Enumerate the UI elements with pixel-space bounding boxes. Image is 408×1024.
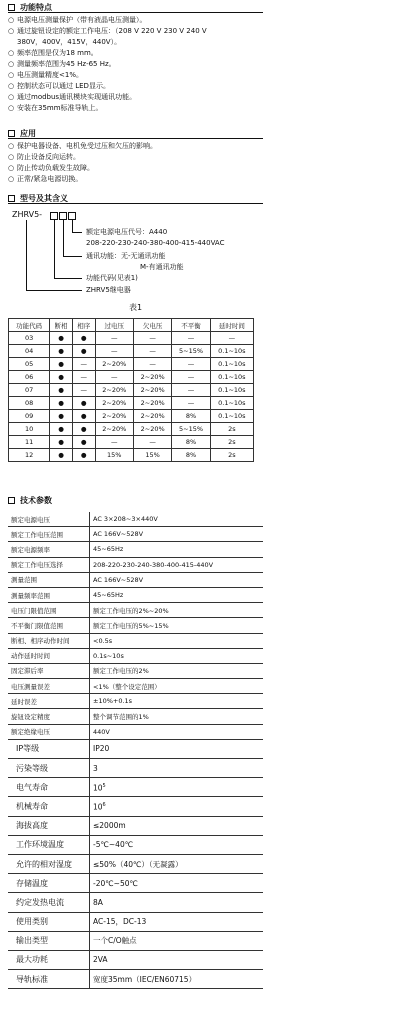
table-cell: 0.1~10s	[210, 397, 253, 410]
model-code: ZHRV5-	[12, 210, 43, 219]
spec-value-text: 宽度35mm（IEC/EN60715）	[93, 974, 197, 984]
column-header: 欠电压	[133, 319, 171, 332]
spec-label: 电压门限值范围	[8, 603, 90, 618]
application-list	[8, 141, 263, 185]
spec-label: 允许的相对湿度	[8, 854, 90, 873]
features-list	[8, 15, 263, 114]
spec-row	[8, 557, 263, 572]
connector-line	[63, 220, 64, 256]
model-label-voltage: 额定电源电压代号：A440	[86, 228, 168, 236]
spec-row	[8, 618, 263, 633]
spec-value	[90, 950, 264, 969]
spec-value	[90, 835, 264, 854]
connector-line	[72, 220, 73, 232]
list-item: ○ 电源电压测量保护（带有液晶电压测量）。	[8, 16, 147, 24]
spec-row	[8, 816, 263, 835]
table-cell: —	[72, 384, 95, 397]
spec-row	[8, 542, 263, 557]
spec-value-text: 一个C/O触点	[93, 936, 137, 946]
column-header: 过电压	[95, 319, 133, 332]
table-cell: 12	[9, 449, 50, 462]
spec-row	[8, 778, 263, 797]
table-cell: 2~20%	[133, 397, 171, 410]
spec-label: 约定发热电流	[8, 893, 90, 912]
spec-value-text: AC 166V~528V	[93, 530, 144, 539]
spec-value	[90, 587, 264, 602]
table-cell: 8%	[172, 436, 210, 449]
table-cell: 0.1~10s	[210, 384, 253, 397]
table-cell: 0.1~10s	[210, 345, 253, 358]
table-cell: 2~20%	[95, 384, 133, 397]
model-label-voltage-values: 208-220-230-240-380-400-415-440VAC	[86, 239, 225, 247]
model-header	[8, 193, 263, 204]
list-item: ○ 防止设备反向运转。	[8, 153, 80, 161]
table-cell: —	[172, 384, 210, 397]
spec-row	[8, 893, 263, 912]
spec-value-text: AC 166V~528V	[93, 575, 144, 584]
spec-label: 额定工作电压选择	[8, 557, 90, 572]
spec-row	[8, 797, 263, 816]
spec-label: 额定工作电压范围	[8, 527, 90, 542]
connector-line	[63, 256, 82, 257]
table-cell: 03	[9, 332, 50, 345]
tech-section	[8, 495, 263, 505]
features-title: 功能特点	[20, 2, 52, 12]
table-row	[9, 410, 254, 423]
spec-value	[90, 694, 264, 709]
table-row	[9, 371, 254, 384]
features-header	[8, 2, 263, 13]
table-cell: ●	[50, 371, 73, 384]
spec-value	[90, 512, 264, 527]
spec-value-text: 440V	[93, 727, 110, 736]
spec-label: 测量范围	[8, 572, 90, 587]
table-cell: ●	[50, 384, 73, 397]
model-label-relay: ZHRV5继电器	[86, 286, 131, 294]
spec-row	[8, 679, 263, 694]
table-cell: —	[95, 436, 133, 449]
spec-label: 导轨标准	[8, 970, 90, 989]
spec-value	[90, 557, 264, 572]
spec-value-text: <1%（整个设定范围）	[93, 682, 161, 691]
spec-value	[90, 797, 264, 816]
table-row	[9, 397, 254, 410]
table-cell: 0.1~10s	[210, 358, 253, 371]
spec-value	[90, 603, 264, 618]
table-cell: ●	[50, 449, 73, 462]
connector-line	[72, 232, 82, 233]
code-box-1	[50, 212, 58, 220]
spec-value-text: 10	[93, 783, 103, 793]
table-row	[9, 345, 254, 358]
table-cell: 2~20%	[133, 423, 171, 436]
bullet-icon: ○	[8, 164, 15, 172]
bullet-icon: ○	[8, 49, 15, 57]
spec-value-text: 0.1s~10s	[93, 651, 124, 660]
application-header	[8, 128, 263, 139]
section-square-icon	[8, 130, 15, 137]
function-table-body	[9, 332, 254, 462]
spec-row	[8, 912, 263, 931]
table-cell: 2s	[210, 436, 253, 449]
table-row	[9, 423, 254, 436]
table-cell: ●	[72, 449, 95, 462]
table-cell: 8%	[172, 449, 210, 462]
spec-label: 旋钮设定精度	[8, 709, 90, 724]
section-square-icon	[8, 497, 15, 504]
spec-row	[8, 931, 263, 950]
table-cell: —	[172, 371, 210, 384]
list-item: ○ 保护电器设备、电机免受过压和欠压的影响。	[8, 142, 157, 150]
spec-value-text: 3	[93, 763, 98, 773]
spec-value	[90, 648, 264, 663]
table-cell: —	[72, 371, 95, 384]
spec-row	[8, 512, 263, 527]
table-cell: —	[133, 345, 171, 358]
list-item: ○ 正常/紧急电源切换。	[8, 175, 83, 183]
spec-row	[8, 587, 263, 602]
code-box-2	[59, 212, 67, 220]
list-item: ○ 控制状态可以通过 LED显示。	[8, 82, 110, 90]
table-cell: 15%	[133, 449, 171, 462]
column-header: 相序	[72, 319, 95, 332]
spec-row	[8, 648, 263, 663]
spec-row	[8, 663, 263, 678]
spec-value-text: 额定工作电压的2%	[93, 667, 149, 676]
column-header: 功能代码	[9, 319, 50, 332]
spec-value	[90, 970, 264, 989]
application-section	[8, 128, 263, 185]
spec-value-text: 8A	[93, 897, 103, 907]
spec-value	[90, 854, 264, 873]
table-cell: 2~20%	[133, 384, 171, 397]
spec-value-text: AC-15，DC-13	[93, 917, 147, 927]
spec-label: 动作延时时间	[8, 648, 90, 663]
table-cell: —	[133, 436, 171, 449]
bullet-icon: ○	[8, 93, 15, 101]
bullet-icon: ○	[8, 60, 15, 68]
spec-row	[8, 835, 263, 854]
list-item: ○ 通过modbus通讯模块实现通讯功能。	[8, 93, 137, 101]
spec-value	[90, 709, 264, 724]
spec-value	[90, 778, 264, 797]
table-row	[9, 449, 254, 462]
table-cell: 2~20%	[95, 423, 133, 436]
table-row	[9, 358, 254, 371]
spec-label: 额定电源频率	[8, 542, 90, 557]
spec-label: 存储温度	[8, 874, 90, 893]
spec-row	[8, 572, 263, 587]
spec-row	[8, 527, 263, 542]
spec-value	[90, 527, 264, 542]
spec-label: 断相、相序动作时间	[8, 633, 90, 648]
section-square-icon	[8, 4, 15, 11]
spec-value	[90, 893, 264, 912]
table-cell: 2~20%	[133, 410, 171, 423]
code-box-3	[68, 212, 76, 220]
table-cell: 2s	[210, 423, 253, 436]
column-header: 断相	[50, 319, 73, 332]
tech-title: 技术参数	[20, 495, 52, 505]
table-cell: 2~20%	[95, 410, 133, 423]
table-cell: ●	[50, 332, 73, 345]
connector-line	[26, 220, 27, 290]
model-label-comm: 通讯功能：无-无通讯功能	[86, 252, 166, 260]
tech-table	[8, 512, 263, 989]
model-label-function: 功能代码(见表1)	[86, 274, 138, 282]
model-title: 型号及其含义	[20, 193, 68, 203]
spec-value	[90, 542, 264, 557]
table-cell: ●	[50, 358, 73, 371]
table-cell: 10	[9, 423, 50, 436]
application-title: 应用	[20, 128, 36, 138]
spec-value	[90, 618, 264, 633]
tech-table-body	[8, 512, 263, 989]
list-item: ○ 电压测量精度<1%。	[8, 71, 83, 79]
spec-label: IP等级	[8, 739, 90, 758]
spec-row	[8, 739, 263, 758]
bullet-icon: ○	[8, 82, 15, 90]
spec-value-text: IP20	[93, 744, 110, 754]
list-item: ○ 安装在35mm标准导轨上。	[8, 104, 103, 112]
connector-line	[26, 290, 82, 291]
spec-row	[8, 603, 263, 618]
spec-value	[90, 931, 264, 950]
spec-row	[8, 724, 263, 739]
table-cell: ●	[72, 423, 95, 436]
spec-value-text: ±10%+0.1s	[93, 697, 133, 706]
spec-value	[90, 679, 264, 694]
function-table	[8, 318, 254, 462]
spec-exponent: 5	[102, 782, 106, 789]
table-cell: ●	[50, 423, 73, 436]
spec-row	[8, 759, 263, 778]
spec-value	[90, 759, 264, 778]
spec-row	[8, 874, 263, 893]
spec-label: 海拔高度	[8, 816, 90, 835]
model-label-comm-m: M-有通讯功能	[140, 263, 184, 271]
features-continuation: 380V，400V，415V，440V）。	[17, 38, 122, 46]
spec-row	[8, 633, 263, 648]
bullet-icon: ○	[8, 142, 15, 150]
spec-label: 污染等级	[8, 759, 90, 778]
spec-value-text: ≤2000m	[93, 821, 126, 831]
spec-value-text: AC 3×208~3×440V	[93, 515, 158, 524]
spec-value-text: 10	[93, 802, 103, 812]
table-cell: 0.1~10s	[210, 410, 253, 423]
spec-label: 最大功耗	[8, 950, 90, 969]
table-cell: 06	[9, 371, 50, 384]
spec-label: 电气寿命	[8, 778, 90, 797]
spec-row	[8, 709, 263, 724]
spec-label: 使用类别	[8, 912, 90, 931]
table-row	[9, 436, 254, 449]
table-cell: —	[172, 397, 210, 410]
table-cell: —	[72, 358, 95, 371]
table-cell: 2s	[210, 449, 253, 462]
spec-label: 固定滞后率	[8, 663, 90, 678]
table-cell: ●	[72, 397, 95, 410]
table-cell: 09	[9, 410, 50, 423]
bullet-icon: ○	[8, 27, 15, 35]
spec-label: 延时误差	[8, 694, 90, 709]
spec-label: 测量频率范围	[8, 587, 90, 602]
bullet-icon: ○	[8, 153, 15, 161]
spec-label: 工作环境温度	[8, 835, 90, 854]
table-cell: —	[210, 332, 253, 345]
list-item: ○ 频率范围是仅为18 mm。	[8, 49, 98, 57]
table-cell: —	[133, 358, 171, 371]
table-cell: —	[95, 371, 133, 384]
spec-value-text: 额定工作电压的2%~20%	[93, 606, 169, 615]
spec-label: 额定电源电压	[8, 512, 90, 527]
spec-value-text: 整个调节范围的1%	[93, 713, 149, 722]
spec-value-text: -5℃~40℃	[93, 840, 134, 850]
spec-value-text: <0.5s	[93, 636, 113, 645]
table-cell: —	[95, 345, 133, 358]
list-item: ○ 防止传动负载发生故障。	[8, 164, 94, 172]
table-cell: 15%	[95, 449, 133, 462]
spec-value-text: -20℃~50℃	[93, 878, 138, 888]
spec-value-text: 208-220-230-240-380-400-415-440V	[93, 560, 214, 569]
table-cell: ●	[72, 345, 95, 358]
table-cell: 0.1~10s	[210, 371, 253, 384]
table-cell: ●	[50, 345, 73, 358]
bullet-icon: ○	[8, 16, 15, 24]
table-cell: 08	[9, 397, 50, 410]
spec-label: 机械寿命	[8, 797, 90, 816]
spec-value-text: 45~65Hz	[93, 591, 124, 600]
table-cell: 2~20%	[95, 358, 133, 371]
column-header: 不平衡	[172, 319, 210, 332]
table-cell: ●	[50, 410, 73, 423]
spec-row	[8, 970, 263, 989]
spec-value	[90, 912, 264, 931]
spec-value-text: 45~65Hz	[93, 545, 124, 554]
spec-label: 额定绝缘电压	[8, 724, 90, 739]
bullet-icon: ○	[8, 104, 15, 112]
spec-row	[8, 950, 263, 969]
table-cell: —	[133, 332, 171, 345]
table-row	[9, 384, 254, 397]
connector-line	[54, 220, 55, 278]
table-cell: 11	[9, 436, 50, 449]
table-cell: ●	[50, 436, 73, 449]
table-cell: 5~15%	[172, 345, 210, 358]
bullet-icon: ○	[8, 71, 15, 79]
table-cell: —	[95, 332, 133, 345]
bullet-icon: ○	[8, 175, 15, 183]
spec-value	[90, 739, 264, 758]
table-cell: —	[172, 358, 210, 371]
spec-value	[90, 663, 264, 678]
tech-header	[8, 495, 263, 505]
table1-caption: 表1	[128, 303, 143, 312]
spec-label: 电压测量误差	[8, 679, 90, 694]
model-diagram	[8, 208, 263, 298]
spec-value	[90, 816, 264, 835]
table-cell: 04	[9, 345, 50, 358]
spec-row	[8, 694, 263, 709]
spec-value	[90, 633, 264, 648]
model-section	[8, 193, 263, 204]
spec-value	[90, 724, 264, 739]
table-cell: 07	[9, 384, 50, 397]
table-cell: ●	[50, 397, 73, 410]
list-item: ○ 通过旋钮设定的额定工作电压：（208 V 220 V 230 V 240 V	[8, 27, 207, 35]
section-square-icon	[8, 195, 15, 202]
table-cell: 2~20%	[133, 371, 171, 384]
table-row	[9, 332, 254, 345]
spec-row	[8, 854, 263, 873]
features-section	[8, 2, 263, 114]
table-cell: 05	[9, 358, 50, 371]
spec-label: 输出类型	[8, 931, 90, 950]
spec-label: 不平衡门限值范围	[8, 618, 90, 633]
table-cell: 2~20%	[95, 397, 133, 410]
column-header: 延时时间	[210, 319, 253, 332]
table-cell: ●	[72, 332, 95, 345]
spec-value-text: 额定工作电压的5%~15%	[93, 621, 169, 630]
spec-value-text: ≤50%（40℃）（无凝露）	[93, 859, 183, 869]
table-cell: ●	[72, 436, 95, 449]
spec-exponent: 6	[102, 801, 106, 808]
connector-line	[54, 278, 82, 279]
table-cell: 8%	[172, 410, 210, 423]
table-cell: 5~15%	[172, 423, 210, 436]
list-item: ○ 测量频率范围为45 Hz-65 Hz。	[8, 60, 116, 68]
table-cell: ●	[72, 410, 95, 423]
table-cell: —	[172, 332, 210, 345]
table-header-row	[9, 319, 254, 332]
spec-value	[90, 874, 264, 893]
spec-value-text: 2VA	[93, 955, 108, 965]
spec-value	[90, 572, 264, 587]
